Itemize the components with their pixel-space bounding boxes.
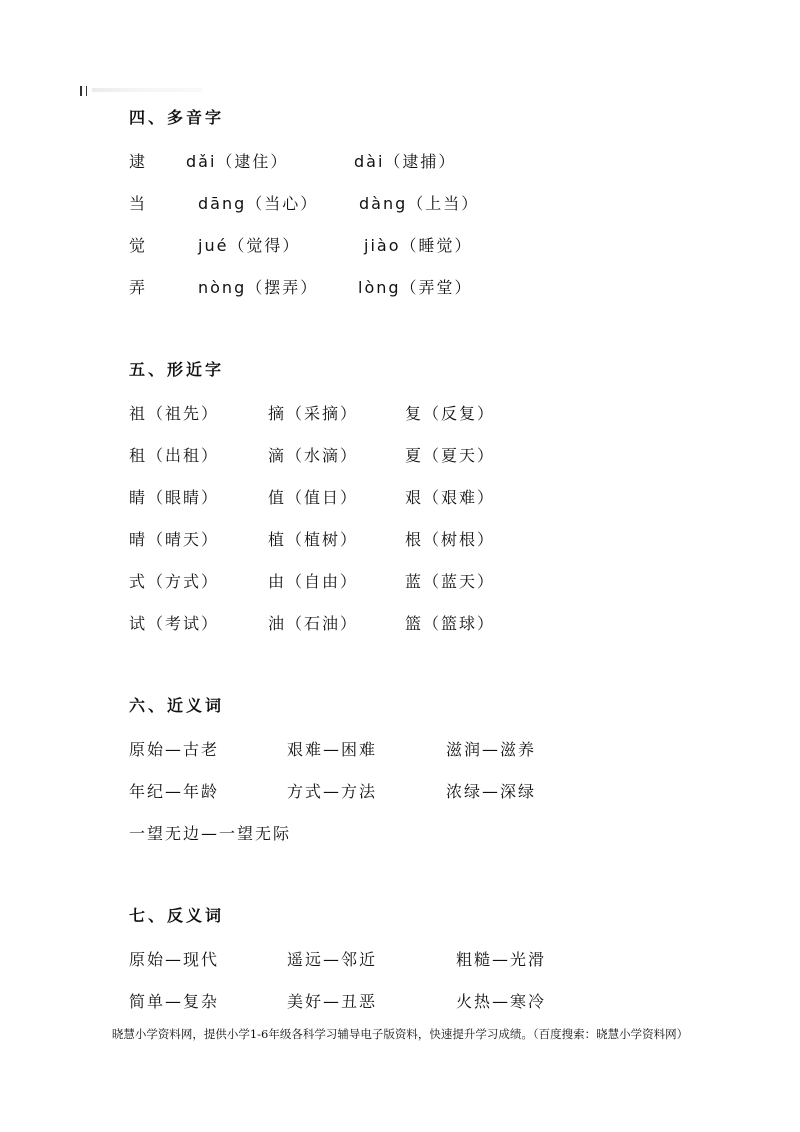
reading-b: dài（逮捕） <box>354 152 457 171</box>
similar-char-3: 根（树根） <box>405 530 496 549</box>
antonym-row <box>129 946 547 988</box>
synonym-row <box>129 778 537 820</box>
reading-a: dǎi（逮住） <box>186 152 289 171</box>
antonym-pair-1: 原始—现代 <box>129 950 220 969</box>
similar-char-2: 值（值日） <box>268 488 359 507</box>
synonym-pair-1: 年纪—年龄 <box>129 782 220 801</box>
synonym-row <box>129 736 537 778</box>
polyphone-char: 当 <box>129 194 148 213</box>
synonym-pair-2: 方式—方法 <box>287 782 378 801</box>
reading-b: dàng（上当） <box>359 194 480 213</box>
polyphone-char: 觉 <box>129 236 148 255</box>
similar-char-3: 复（反复） <box>405 404 496 423</box>
antonym-pair-3: 火热—寒冷 <box>456 992 547 1011</box>
reading-a: jué（觉得） <box>198 236 301 255</box>
similar-char-1: 式（方式） <box>129 572 220 591</box>
polyphone-row <box>129 148 457 190</box>
section-title: 五、形近字 <box>129 360 225 379</box>
similar-char-3: 篮（篮球） <box>405 614 496 633</box>
antonym-pair-2: 遥远—邻近 <box>287 950 378 969</box>
page-footer: 晓慧小学资料网，提供小学1-6年级各科学习辅导电子版资料，快速提升学习成绩。（百度搜索：晓慧小学资料网） <box>111 1027 689 1041</box>
synonym-pair-1: 原始—古老 <box>129 740 220 759</box>
similar-char-1: 晴（晴天） <box>129 530 220 549</box>
synonym-pair-3: 滋润—滋养 <box>446 740 537 759</box>
antonym-pair-1: 简单—复杂 <box>129 992 220 1011</box>
reading-b: lòng（弄堂） <box>358 278 473 297</box>
reading-b: jiào（睡觉） <box>364 236 473 255</box>
section-synonyms <box>129 694 537 862</box>
similar-char-2: 由（自由） <box>268 572 359 591</box>
similar-row <box>129 610 496 652</box>
synonym-row <box>129 820 292 862</box>
polyphone-row <box>129 232 473 274</box>
antonym-pair-2: 美好—丑恶 <box>287 992 378 1011</box>
section-title: 七、反义词 <box>129 906 225 925</box>
synonym-pair-1: 一望无边—一望无际 <box>129 824 292 843</box>
similar-char-1: 祖（祖先） <box>129 404 220 423</box>
faint-header-line <box>92 88 202 92</box>
similar-row <box>129 442 496 484</box>
similar-char-3: 夏（夏天） <box>405 446 496 465</box>
section-polyphones <box>129 106 480 316</box>
section-similar-chars <box>129 358 496 652</box>
synonym-pair-3: 浓绿—深绿 <box>446 782 537 801</box>
similar-row <box>129 568 496 610</box>
similar-char-2: 滴（水滴） <box>268 446 359 465</box>
reading-a: dāng（当心） <box>198 194 319 213</box>
polyphone-row <box>129 274 473 316</box>
antonym-pair-3: 粗糙—光滑 <box>456 950 547 969</box>
scan-mark <box>80 86 87 96</box>
polyphone-char: 逮 <box>129 152 148 171</box>
similar-char-2: 摘（采摘） <box>268 404 359 423</box>
reading-a: nòng（摆弄） <box>198 278 319 297</box>
section-antonyms <box>129 904 547 1030</box>
similar-row <box>129 526 496 568</box>
polyphone-row <box>129 190 480 232</box>
similar-char-3: 蓝（蓝天） <box>405 572 496 591</box>
similar-char-2: 植（植树） <box>268 530 359 549</box>
similar-char-1: 租（出租） <box>129 446 220 465</box>
similar-char-3: 艰（艰难） <box>405 488 496 507</box>
similar-char-1: 睛（眼睛） <box>129 488 220 507</box>
similar-row <box>129 484 496 526</box>
section-title: 六、近义词 <box>129 696 225 715</box>
synonym-pair-2: 艰难—困难 <box>287 740 378 759</box>
polyphone-char: 弄 <box>129 278 148 297</box>
similar-char-2: 油（石油） <box>268 614 359 633</box>
similar-row <box>129 400 496 442</box>
similar-char-1: 试（考试） <box>129 614 220 633</box>
antonym-row <box>129 988 547 1030</box>
section-title: 四、多音字 <box>129 108 225 127</box>
